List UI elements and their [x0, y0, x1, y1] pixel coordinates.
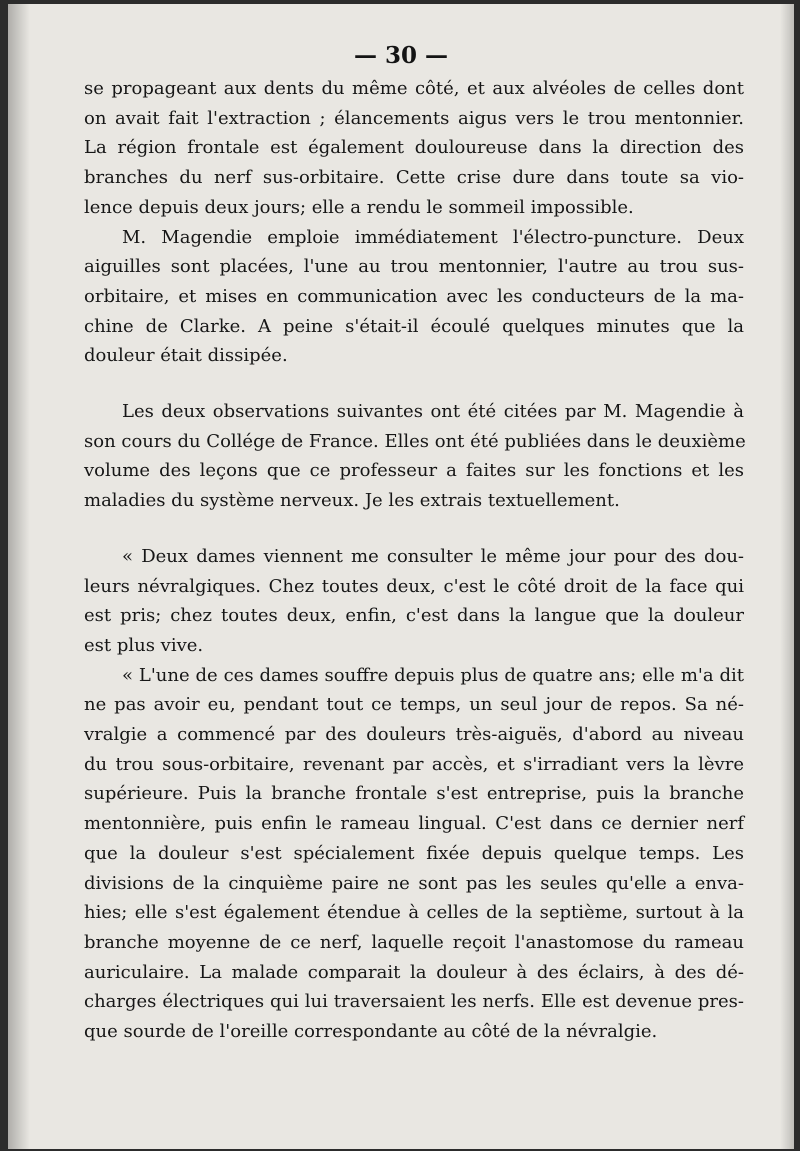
text-line: branche moyenne de ce nerf, laquelle reçoit l'anastomose du rameau	[84, 931, 744, 953]
paragraph	[84, 74, 744, 223]
paragraph	[84, 542, 744, 661]
text-line: on avait fait l'extraction ; élancements aigus vers le trou mentonnier.	[84, 107, 744, 129]
text-line: est plus vive.	[84, 634, 204, 656]
page-edge-shadow	[8, 4, 30, 1149]
text-line: se propageant aux dents du même côté, et aux alvéoles de celles dont	[84, 78, 744, 99]
text-line: chine de Clarke. A peine s'était-il écoulé quelques minutes que la	[84, 315, 744, 337]
text-line: du trou sous-orbitaire, revenant par accès, et s'irradiant vers la lèvre	[84, 753, 744, 775]
text-line: est pris; chez toutes deux, enfin, c'est dans la langue que la douleur	[84, 605, 744, 627]
text-line: lence depuis deux jours; elle a rendu le sommeil impossible.	[84, 196, 634, 218]
book-page	[8, 4, 794, 1149]
text-line: que sourde de l'oreille correspondante au côté de la névralgie.	[84, 1021, 658, 1043]
paragraph	[84, 397, 744, 516]
text-line: supérieure. Puis la branche frontale s'est entreprise, puis la branche	[84, 783, 744, 805]
text-line: Les deux observations suivantes ont été citées par M. Magendie à	[122, 401, 744, 423]
text-line: leurs névralgiques. Chez toutes deux, c'est le côté droit de la face qui	[84, 575, 744, 597]
text-line: aiguilles sont placées, l'une au trou mentonnier, l'autre au trou sus-	[84, 256, 744, 278]
body-text	[84, 74, 744, 1047]
text-line: orbitaire, et mises en communication avec les conducteurs de la ma-	[84, 285, 744, 307]
text-line: mentonnière, puis enfin le rameau lingual. C'est dans ce dernier nerf	[84, 813, 744, 835]
text-line: La région frontale est également douloureuse dans la direction des	[84, 137, 744, 159]
text-line: hies; elle s'est également étendue à celles de la septième, surtout à la	[84, 902, 744, 924]
text-line: charges électriques qui lui traversaient les nerfs. Elle est devenue pres-	[84, 991, 744, 1013]
text-line: volume des leçons que ce professeur a faites sur les fonctions et les	[84, 460, 744, 482]
text-line: vralgie a commencé par des douleurs très-aiguës, d'abord au niveau	[84, 724, 744, 746]
paragraph-gap	[84, 516, 744, 542]
text-line: divisions de la cinquième paire ne sont pas les seules qu'elle a enva-	[84, 872, 744, 894]
paragraph	[84, 223, 744, 372]
text-line: que la douleur s'est spécialement fixée depuis quelque temps. Les	[84, 842, 744, 864]
page-edge-shadow	[780, 4, 794, 1149]
paragraph-gap	[84, 371, 744, 397]
page-number: — 30 —	[353, 42, 449, 69]
text-line: auriculaire. La malade comparait la douleur à des éclairs, à des dé-	[84, 961, 744, 983]
text-line: « L'une de ces dames souffre depuis plus de quatre ans; elle m'a dit	[122, 664, 744, 686]
text-line: douleur était dissipée.	[84, 345, 288, 367]
text-line: maladies du système nerveux. Je les extrais textuellement.	[84, 490, 620, 512]
text-line: ne pas avoir eu, pendant tout ce temps, un seul jour de repos. Sa né-	[84, 694, 744, 716]
text-line: M. Magendie emploie immédiatement l'électro-puncture. Deux	[122, 226, 744, 248]
text-line: branches du nerf sus-orbitaire. Cette crise dure dans toute sa vio-	[84, 167, 744, 189]
paragraph	[84, 661, 744, 1047]
text-line: « Deux dames viennent me consulter le même jour pour des dou-	[122, 545, 744, 567]
text-line: son cours du Collége de France. Elles ont été publiées dans le deuxième	[84, 430, 746, 452]
